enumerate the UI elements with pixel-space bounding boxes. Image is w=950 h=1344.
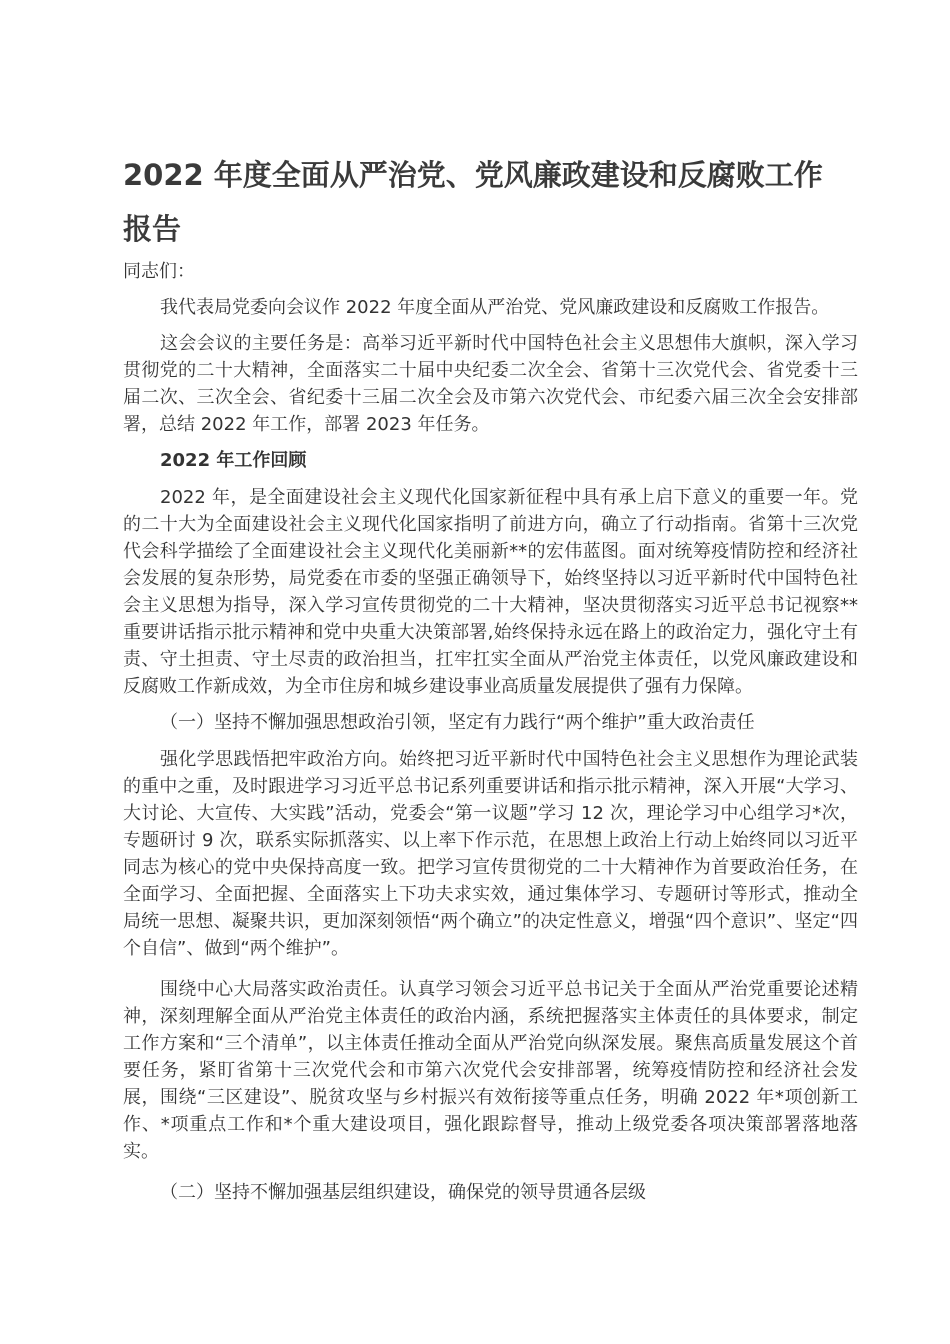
subsection-heading-1: （一）坚持不懈加强思想政治引领，坚定有力践行“两个维护”重大政治责任 — [160, 712, 755, 733]
paragraph-political-direction: 强化学思践悟把牢政治方向。始终把习近平新时代中国特色社会主义思想作为理论武装的重中之重，及时跟进学习习近平总书记系列重要讲话和指示批示精神，深入开展“大学习、大讨论、大宣传、大实践”活动，党委会“第一议题”学习 12 次，理论学习中心组学习*次，专题研讨 9 次，联系实际抓落实、以上率下作示范，在思想上政治上行动上始终同以习近平同志为核心的党中央保持高度一致。把学习宣传贯彻党的二十大精神作为首要政治任务，在全面学习、全面把握、全面落实上下功夫求实效，通过集体学习、专题研讨等形式，推动全局统一思想、凝聚共识，更加深刻领悟“两个确立”的决定性意义，增强“四个意识”、坚定“四个自信”、做到“两个维护”。 — [123, 749, 858, 959]
paragraph-2022-summary: 2022 年，是全面建设社会主义现代化国家新征程中具有承上启下意义的重要一年。党的二十大为全面建设社会主义现代化国家指明了前进方向，确立了行动指南。省第十三次党代会科学描绘了全面建设社会主义现代化美丽新**的宏伟蓝图。面对统筹疫情防控和经济社会发展的复杂形势，局党委在市委的坚强正确领导下，始终坚持以习近平新时代中国特色社会主义思想为指导，深入学习宣传贯彻党的二十大精神，坚决贯彻落实习近平总书记视察**重要讲话指示批示精神和党中央重大决策部署,始终保持永远在路上的政治定力，强化守土有责、守土担责、守土尽责的政治担当，扛牢扛实全面从严治党主体责任，以党风廉政建设和反腐败工作新成效，为全市住房和城乡建设事业高质量发展提供了强有力保障。 — [123, 487, 858, 697]
subsection-heading-2: （二）坚持不懈加强基层组织建设，确保党的领导贯通各层级 — [160, 1182, 646, 1203]
document-body — [123, 258, 858, 1216]
paragraph-intro: 我代表局党委向会议作 2022 年度全面从严治党、党风廉政建设和反腐败工作报告。 — [160, 297, 830, 318]
section-heading-review-text: 2022 年工作回顾 — [160, 450, 307, 471]
paragraph-meeting-tasks: 这会会议的主要任务是：高举习近平新时代中国特色社会主义思想伟大旗帜，深入学习贯彻党的二十大精神，全面落实二十届中央纪委二次全会、省第十三次党代会、省党委十三届二次、三次全会、省纪委十三届二次全会及市第六次党代会、市纪委六届三次全会安排部署，总结 2022 年工作，部署 2023 年任务。 — [123, 333, 858, 435]
document-title: 2022 年度全面从严治党、党风廉政建设和反腐败工作报告 — [123, 158, 823, 246]
section-heading-review — [123, 447, 858, 474]
greeting: 同志们： — [123, 261, 195, 282]
paragraph-political-responsibility: 围绕中心大局落实政治责任。认真学习领会习近平总书记关于全面从严治党重要论述精神，深刻理解全面从严治党主体责任的政治内涵，系统把握落实主体责任的具体要求，制定工作方案和“三个清单”，以主体责任推动全面从严治党向纵深发展。聚焦高质量发展这个首要任务，紧盯省第十三次党代会和市第六次党代会安排部署，统筹疫情防控和经济社会发展，围绕“三区建设”、脱贫攻坚与乡村振兴有效衔接等重点任务，明确 2022 年*项创新工作、*项重点工作和*个重大建设项目，强化跟踪督导，推动上级党委各项决策部署落地落实。 — [123, 979, 858, 1162]
